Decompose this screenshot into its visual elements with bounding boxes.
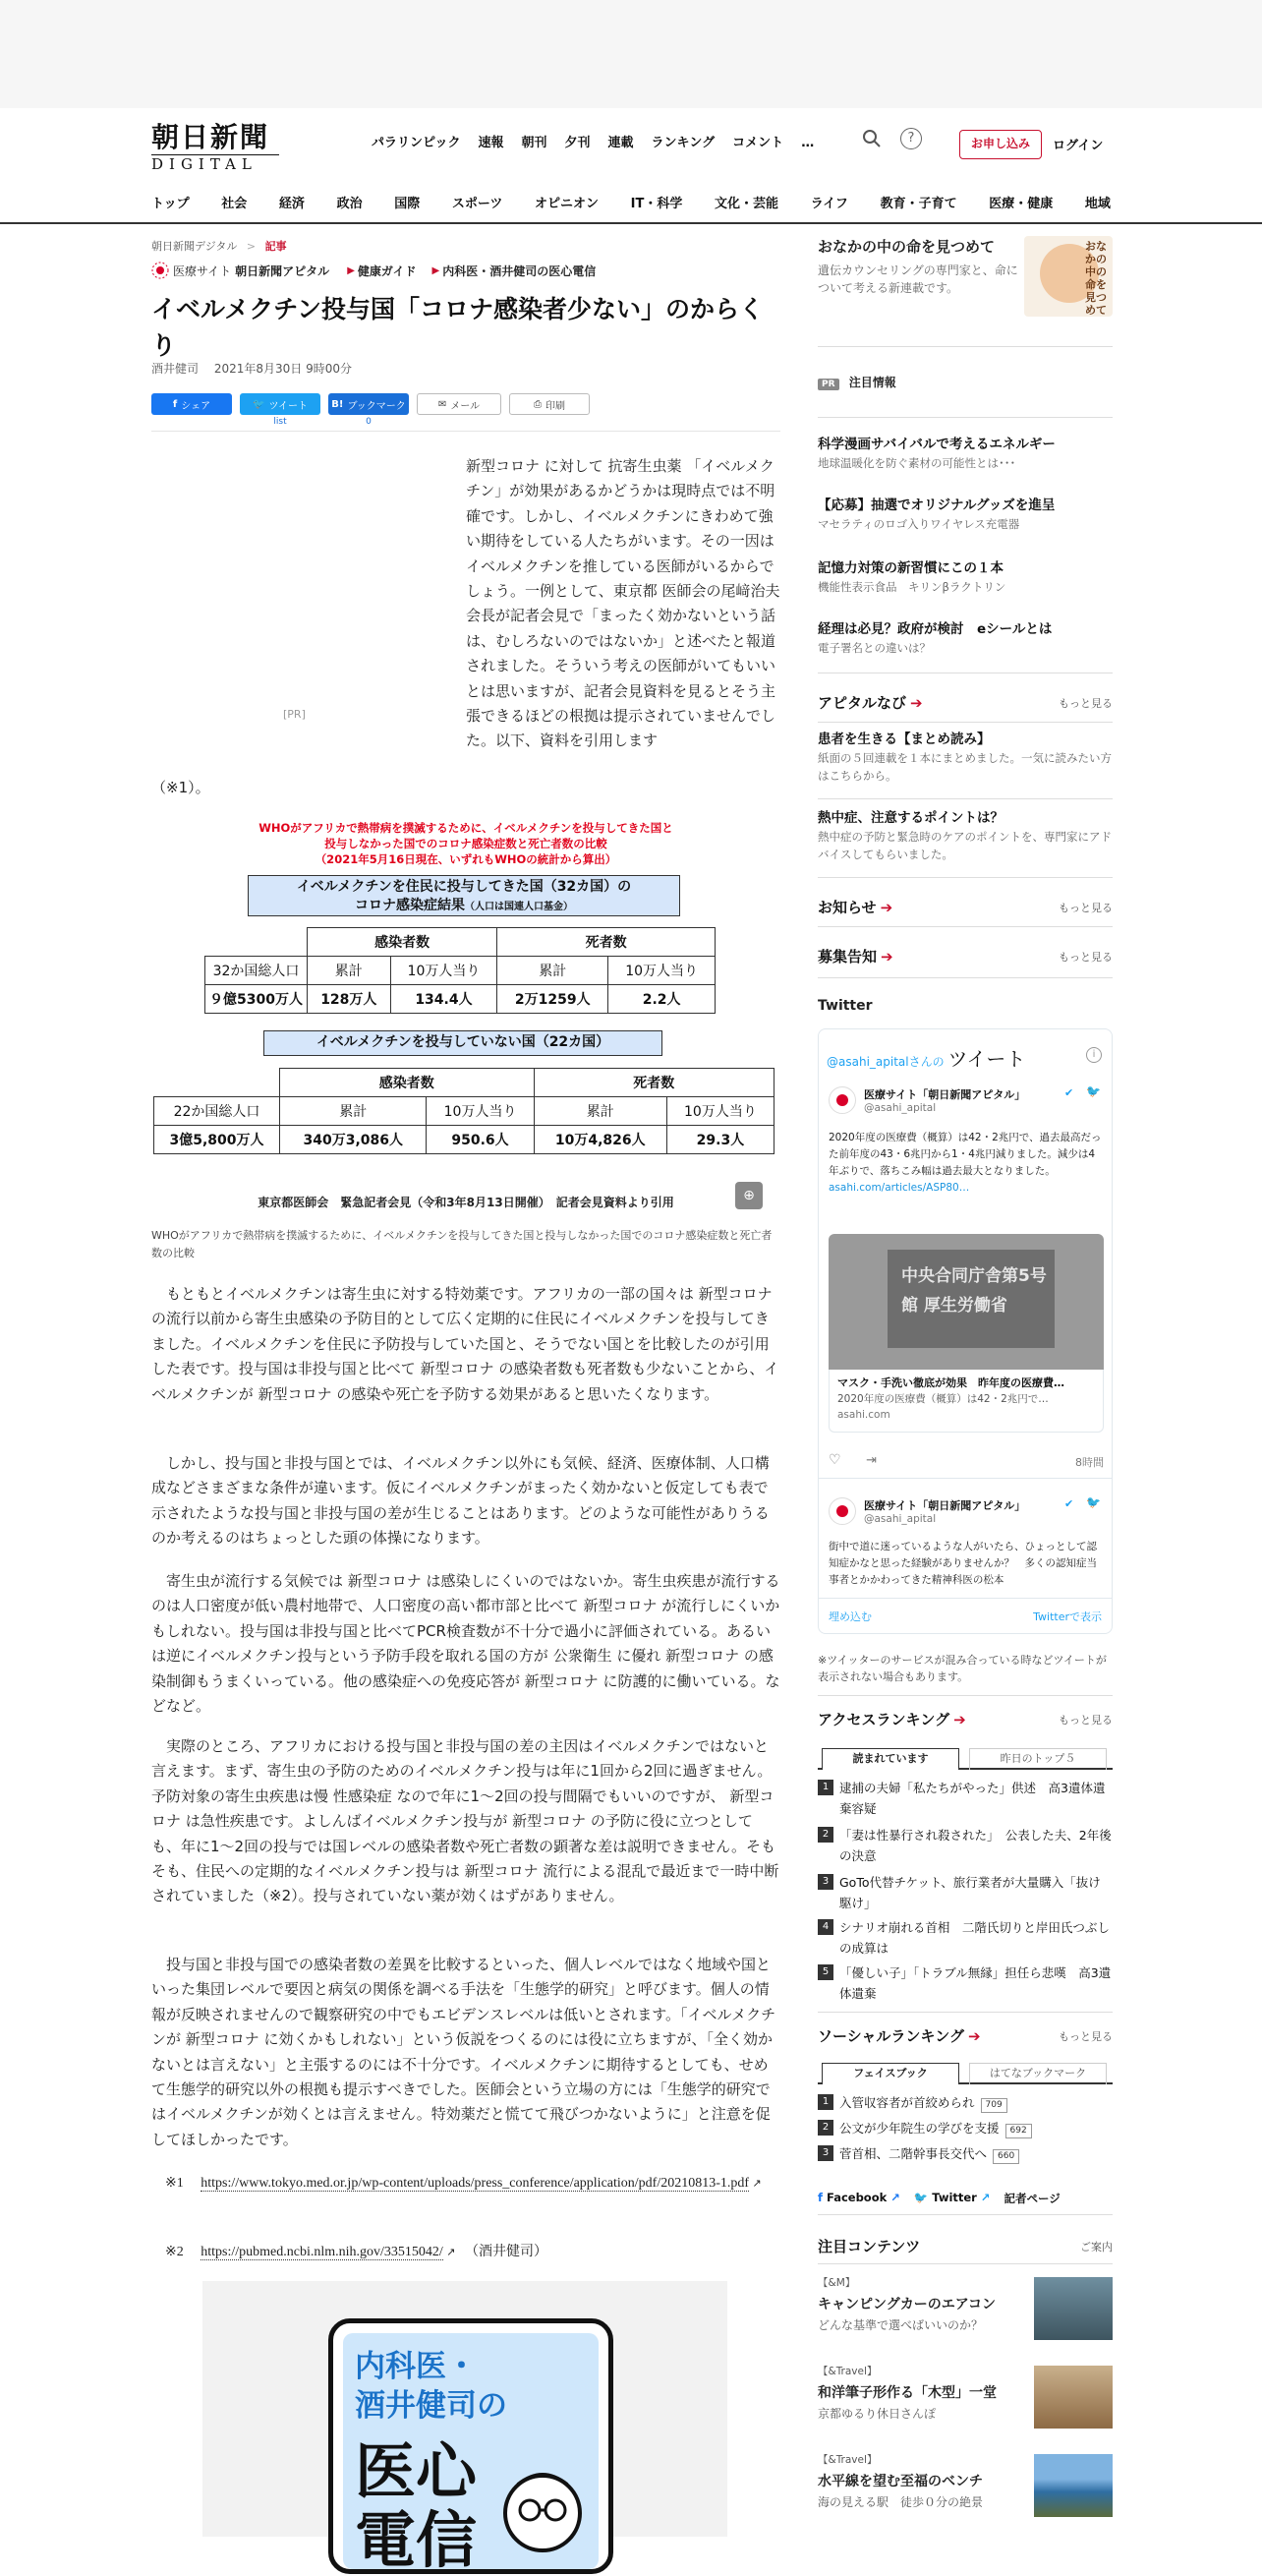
table-cell: 29.3人: [666, 1126, 774, 1154]
print-label: 印刷: [545, 400, 565, 412]
nav-paralympic[interactable]: パラリンピック: [372, 136, 461, 150]
table-cell: 10万人当り: [427, 1097, 534, 1126]
apital-brand[interactable]: 朝日新聞アピタル: [235, 263, 330, 278]
arrow-right-icon: ➔: [881, 948, 893, 966]
table-cell: 22か国総人口: [154, 1097, 280, 1126]
featured-title: 注目コンテンツ: [818, 2238, 921, 2255]
external-link-icon: ↗: [752, 2178, 762, 2190]
table-cell: 10万4,826人: [534, 1126, 666, 1154]
rank-number: 2: [818, 2120, 833, 2136]
divider: [818, 417, 1113, 418]
mail-button[interactable]: [417, 393, 501, 415]
tweet-author-handle[interactable]: @asahi_apital: [864, 1513, 937, 1525]
search-icon[interactable]: [861, 128, 883, 149]
apital-nav-header: [818, 692, 1113, 713]
doctor-illustration-icon: [498, 2469, 587, 2557]
facebook-share-button[interactable]: [151, 393, 232, 415]
breadcrumb-sep: >: [246, 240, 257, 253]
featured-tag: 【&Travel】: [818, 2366, 878, 2377]
divider: [818, 722, 1113, 723]
nav-rensai[interactable]: 連載: [607, 136, 634, 150]
table-cell: 128万人: [308, 985, 391, 1014]
article-paragraph-4: 寄生虫が流行する気候では 新型コロナ は感染しにくいのではないか。寄生虫疾患が流行するのは人口密度が低い農村地帯で、人口密度の高い都市部と比べて 新型コロナ が流行しにくいかもしれない。投与国は非投与国と比べてPCR検査数が不十分で過小に評価されている。あるいは逆にイベルメクチン投与という予防手段を取れる国の方が 公衆衛生 に優れ 新型コロナ の感染制御もうまくいっている。他の感染症への免疫応答が 新型コロナ に防護的に働いている。などなど。: [151, 1572, 780, 1716]
cat-life[interactable]: ライフ: [810, 197, 848, 211]
apital-item-title: 患者を生きる【まとめ読み】: [818, 732, 991, 747]
tweet-time[interactable]: 8時間: [1075, 1456, 1104, 1469]
banner-line-3: 医心: [355, 2435, 478, 2507]
featured-header: [818, 2236, 1113, 2256]
tw-widget-handle[interactable]: @asahi_apitalさんの: [827, 1055, 945, 1069]
pr-item-title: 【応募】抽選でオリジナルグッズを進呈: [818, 498, 1056, 513]
article-paragraph-1: 新型コロナ に対して 抗寄生虫薬 「イベルメクチン」が効果があるかどうかは現時点では不明確です。しかし、イベルメクチンにきわめて強い期待をしている人たちがいます。その一因はイベルメクチンを推している医師がいるからでしょう。一例として、東京都 医師会の尾﨑治夫会長が記者会見で「まったく効かないという話は、むしろないのではないか」と述べたと報道されました。そういう考えの医師がいてもいいとは思いますが、記者会見資料を見るとそう主張できるほどの根拠は提示されていませんでした。以下、資料を引用します: [466, 457, 780, 750]
tab-hatena[interactable]: はてなブックマーク: [969, 2063, 1107, 2084]
figure-source: 東京都医師会 緊急記者会見（令和3年8月13日開催） 記者会見資料より引用: [258, 1196, 674, 1209]
footnote-2-author: （酒井健司）: [465, 2245, 548, 2259]
banner-line-4: 電信: [355, 2504, 478, 2576]
tweet-author-handle[interactable]: @asahi_apital: [864, 1102, 937, 1114]
arrow-right-icon: ➔: [953, 1711, 966, 1728]
footnote-2: [165, 2240, 774, 2265]
notice-label: 注目情報: [848, 376, 896, 389]
article-paragraph-6: 投与国と非投与国での感染者数の差異を比較するといった、個人レベルではなく地域や国といった集団レベルで要因と病気の関係を調べる手法を「生態学的研究」と呼びます。個人の情報が反映されませんので観察研究の中でもエビデンスレベルは低いとされます。「イベルメクチンが 新型コロナ に効くかもしれない」という仮説をつくるのには役に立ちますが、「全く効かないとは言えない」と主張するのには不十分です。イベルメクチンに期待するとしても、せめて生態学的研究以外の根拠も提示すべきでした。医師会という立場の方には「生態学的研究ではイベルメクチンが効くとは言えません。特効薬だと慌てて飛びつかないように」と注意を促してほしかったです。: [151, 1956, 776, 2148]
pr-badge: PR: [818, 379, 839, 390]
tweet-author-name[interactable]: 医療サイト「朝日新聞アピタル」: [864, 1088, 1026, 1101]
nav-sokuho[interactable]: 速報: [478, 136, 504, 150]
twitter-timeline-widget[interactable]: [818, 1028, 1113, 1634]
ranking-item[interactable]: 4 シナリオ崩れる首相 二階氏切りと岸田氏つぶしの成算は: [818, 1917, 1113, 1959]
boshu-title[interactable]: 募集告知 ➔: [818, 948, 893, 966]
publish-date: 2021年8月30日 9時00分: [213, 362, 353, 376]
more-link[interactable]: もっと見る: [1059, 951, 1113, 964]
cat-opinion[interactable]: オピニオン: [535, 197, 600, 211]
tw-widget-head-word: ツイート: [947, 1047, 1026, 1071]
table-cell: ９億5300万人: [205, 985, 308, 1014]
card-title: マスク・手洗い徹底が効果 昨年度の医療費…: [837, 1376, 1064, 1389]
table1-caption-box: [248, 875, 680, 916]
social-links: [818, 2191, 1061, 2206]
more-link[interactable]: もっと見る: [1059, 1714, 1113, 1727]
social-ranking-tabs: [818, 2063, 1113, 2084]
tweet-body: 街中で道に迷っているような人がいたら、ひょっとして認知症かなと思った経験がありませんか？ 多くの認知症当事者とかかわってきた精神科医の松本: [829, 1541, 1097, 1586]
twitter-bird-icon: 🐦: [1086, 1495, 1101, 1509]
table-cell: 2万1259人: [497, 985, 608, 1014]
table-cell: 340万3,086人: [280, 1126, 427, 1154]
tweet-actions: [829, 1452, 1104, 1468]
info-icon[interactable]: i: [1086, 1047, 1102, 1063]
hatena-bookmark-button[interactable]: [328, 393, 409, 427]
footnote-2-mark: ※2: [165, 2245, 184, 2259]
twitter-share-button[interactable]: [240, 393, 320, 427]
article-paragraph-3: しかし、投与国と非投与国とでは、イベルメクチン以外にも気候、経済、医療体制、人口構成などさまざまな条件が違います。仮にイベルメクチンがまったく効かないと仮定しても表で示されたような投与国と非投与国の差が生じることはあります。どのような可能性がありうるのか考えるのはちょっとした頭の体操になります。: [151, 1454, 770, 1548]
divider: [818, 2012, 1113, 2013]
table-ivermectin-countries: [204, 927, 716, 1014]
divider: [818, 877, 1113, 878]
sign-text: 中央合同庁舎第5号館 厚生労働省: [901, 1266, 1047, 1316]
arrow-right-icon: ➔: [967, 2027, 981, 2045]
rank-number: 5: [818, 1964, 833, 1980]
avatar[interactable]: [829, 1497, 856, 1525]
cat-sports[interactable]: スポーツ: [451, 197, 503, 211]
nav-more[interactable]: …: [801, 136, 815, 150]
cat-politics[interactable]: 政治: [336, 197, 363, 211]
divider: [818, 2214, 1113, 2215]
building-sign: [888, 1250, 1055, 1348]
rank-number: 1: [818, 1780, 833, 1795]
table-corner: [205, 928, 308, 957]
print-button[interactable]: [509, 393, 590, 415]
table2-header-cases: 感染者数: [280, 1069, 535, 1097]
tab-facebook[interactable]: フェイスブック: [822, 2063, 959, 2084]
facebook-share-label: シェア: [181, 400, 211, 412]
featured-tag: 【&Travel】: [818, 2454, 878, 2466]
health-guide-link[interactable]: 健康ガイド: [357, 263, 417, 278]
tab-most-read[interactable]: 読まれています: [822, 1748, 959, 1770]
boshu-header: [818, 946, 1113, 966]
pr-item-sub: マセラティのロゴ入りワイヤレス充電器: [818, 517, 1020, 531]
sidebar-promo[interactable]: [818, 236, 1113, 326]
table-cell: 32か国総人口: [205, 957, 308, 985]
embed-link[interactable]: 埋め込む: [829, 1610, 872, 1623]
table-cell: 134.4人: [390, 985, 497, 1014]
divider: [818, 798, 1113, 799]
verified-icon: ✔: [1064, 1497, 1074, 1510]
footnote-2-link[interactable]: https://pubmed.ncbi.nlm.nih.gov/33515042/: [201, 2245, 443, 2259]
help-icon[interactable]: ?: [900, 128, 922, 149]
like-icon[interactable]: ♡: [829, 1452, 841, 1468]
hatena-icon: B!: [331, 398, 344, 410]
pr-item-title: 科学漫画サバイバルで考えるエネルギー: [818, 437, 1056, 452]
ranking-item[interactable]: 5 「優しい子」「トラブル無縁」担任ら悲嘆 高3遺体遺棄: [818, 1962, 1113, 2004]
table2-header-deaths: 死者数: [534, 1069, 774, 1097]
login-link[interactable]: ログイン: [1053, 139, 1104, 153]
category-nav: [151, 193, 1111, 211]
table-cell: 累計: [534, 1097, 666, 1126]
table2-caption-box: イベルメクチンを投与していない国（22カ国）: [263, 1030, 662, 1056]
table-non-ivermectin-countries: [153, 1068, 774, 1154]
table1-caption-line2: コロナ感染症結果: [355, 898, 465, 913]
more-link[interactable]: もっと見る: [1059, 2030, 1113, 2043]
apital-nav-title[interactable]: アピタルなび ➔: [818, 694, 923, 712]
more-link[interactable]: もっと見る: [1059, 902, 1113, 914]
featured-sub: 海の見える駅 徒歩０分の絶景: [818, 2495, 984, 2509]
tw-widget-footer: [819, 1598, 1112, 1633]
pr-ad-slot[interactable]: [151, 452, 446, 777]
cat-health[interactable]: 医療・健康: [989, 197, 1054, 211]
featured-headline: 水平線を望む至福のベンチ: [818, 2474, 983, 2489]
print-icon: ⎙: [534, 398, 542, 410]
featured-headline: キャンピングカーのエアコン: [818, 2297, 997, 2313]
header-divider: [0, 222, 1262, 224]
breadcrumb-home[interactable]: 朝日新聞デジタル: [151, 240, 238, 253]
tweet-photo[interactable]: [829, 1234, 1104, 1370]
pr-item-title: 経理は必見？政府が検討 eシールとは: [818, 621, 1053, 637]
ranking-item[interactable]: 2 「妻は性暴行され殺された」 公表した夫、2年後の決意: [818, 1825, 1113, 1866]
figure-heading-2: 投与しなかった国でのコロナ感染症数と死亡者数の比較: [324, 837, 607, 850]
share-divider: [151, 431, 780, 432]
primary-nav: [372, 134, 832, 153]
tab-yesterday-top5[interactable]: 昨日のトップ５: [969, 1748, 1107, 1770]
cat-education[interactable]: 教育・子育て: [880, 197, 957, 211]
table1-caption-note: （人口は国連人口基金）: [465, 902, 573, 912]
twitter-bird-icon: 🐦: [253, 398, 265, 410]
twitter-bird-icon: 🐦: [1086, 1084, 1101, 1098]
share-icon[interactable]: ⇥: [866, 1453, 877, 1468]
rank-number: 3: [818, 2145, 833, 2161]
rank-number: 4: [818, 1919, 833, 1935]
featured-item[interactable]: [818, 2275, 1113, 2348]
featured-item[interactable]: [818, 2452, 1113, 2525]
nav-yukan[interactable]: 夕刊: [564, 136, 591, 150]
tw-widget-header: [827, 1043, 1025, 1072]
table-cell: 2.2人: [608, 985, 716, 1014]
column-link[interactable]: 内科医・酒井健司の医心電信: [442, 263, 597, 278]
top-ad-band: [0, 0, 1262, 108]
article-title: イベルメクチン投与国「コロナ感染者少ない」のからくり: [151, 295, 765, 360]
featured-thumbnail: [1034, 2366, 1113, 2429]
featured-thumbnail: [1034, 2277, 1113, 2340]
ranking-item[interactable]: 1 逮捕の夫婦「私たちがやった」供述 高3遺体遺棄容疑: [818, 1778, 1113, 1819]
mail-label: メール: [450, 400, 481, 412]
table1-caption-line1: イベルメクチンを住民に投与してきた国（32カ国）の: [296, 879, 632, 895]
figure-heading-1: WHOがアフリカで熱帯病を撲滅するために、イベルメクチンを投与してきた国と: [258, 821, 673, 835]
footnote-1-link[interactable]: https://www.tokyo.med.or.jp/wp-content/uploads/press_conference/application/pdf/20210813-1.pdf: [201, 2176, 750, 2191]
nav-ranking[interactable]: ランキング: [651, 136, 716, 150]
tweet-link[interactable]: asahi.com/articles/ASP80…: [829, 1182, 970, 1194]
subscribe-button[interactable]: お申し込み: [959, 130, 1042, 159]
banner-subtitle: [355, 2437, 477, 2575]
table-cell: 950.6人: [427, 1126, 534, 1154]
pr-item-sub: 電子署名との違いは？: [818, 641, 931, 655]
apital-item[interactable]: [818, 730, 1113, 785]
rank-number: 1: [818, 2094, 833, 2110]
table-cell: 10万人当り: [608, 957, 716, 985]
article-figure[interactable]: [151, 814, 780, 1219]
twitter-section-title: Twitter: [818, 998, 873, 1014]
cat-society[interactable]: 社会: [221, 197, 248, 211]
breadcrumb: [151, 238, 287, 254]
banner-line-1: 内科医・: [355, 2349, 477, 2384]
more-link[interactable]: もっと見る: [1059, 697, 1113, 710]
bookmark-label: ブックマーク: [347, 400, 406, 412]
tweet-author-name[interactable]: 医療サイト「朝日新聞アピタル」: [864, 1499, 1026, 1512]
tweet-count[interactable]: list: [273, 417, 287, 427]
access-ranking-title[interactable]: アクセスランキング ➔: [818, 1711, 966, 1728]
apital-site: 医療サイト: [173, 263, 232, 278]
divider: [818, 2263, 1113, 2264]
divider: [818, 926, 1113, 927]
pr-item-title: 記憶力対策の新習慣にこの１本: [818, 560, 1004, 576]
guide-link[interactable]: ご案内: [1080, 2241, 1113, 2254]
nav-chokan[interactable]: 朝刊: [521, 136, 547, 150]
apital-item-sub: 紙面の５回連載を１本にまとめました。一気に読みたい方はこちらから。: [818, 751, 1112, 783]
apital-bar: [151, 262, 611, 279]
footnote-1-mark: ※1: [165, 2176, 184, 2191]
ranking-item[interactable]: 3 GoTo代替チケット、旅行業者が大量購入「抜け駆け」: [818, 1872, 1113, 1913]
apital-item[interactable]: [818, 808, 1113, 863]
featured-sub: 京都ゆるり休日さんぽ: [818, 2407, 937, 2421]
social-ranking-header: [818, 2025, 1113, 2046]
promo-title: おなかの中の命を見つめて: [818, 238, 996, 256]
apital-item-sub: 熱中症の予防と緊急時のケアのポイントを、専門家にアドバイスしてもらいました。: [818, 830, 1112, 861]
pr-item[interactable]: [818, 435, 1113, 472]
header-icons: [798, 128, 922, 149]
card-domain: asahi.com: [837, 1409, 890, 1421]
access-ranking-header: [818, 1709, 1113, 1729]
promo-thumbnail: [1024, 236, 1113, 317]
promo-thumb-text: おなかの中の命を見つめて: [1085, 240, 1107, 317]
tweet-text: 2020年度の医療費（概算）は42・2兆円で、過去最高だった前年度の43・6兆円から1・4兆円減りました。減少は4年ぶりで、落ちこみ幅は過去最大となりました。: [829, 1132, 1102, 1177]
banner-line-2: 酒井健司の: [355, 2388, 507, 2424]
avatar[interactable]: [829, 1086, 856, 1114]
reporter-page-link[interactable]: 記者ページ: [1004, 2192, 1061, 2205]
table-cell: 累計: [280, 1097, 427, 1126]
featured-headline: 和洋筆子形作る「木型」一堂: [818, 2385, 997, 2401]
cat-top[interactable]: トップ: [151, 197, 190, 211]
bookmark-count[interactable]: 0: [366, 417, 372, 427]
table-corner: [154, 1069, 280, 1097]
featured-item[interactable]: [818, 2364, 1113, 2436]
article-paragraph-1-tail: （※1）。: [151, 779, 210, 796]
triangle-icon: ▶: [347, 264, 355, 276]
breadcrumb-current: 記事: [264, 240, 287, 253]
share-bar: [151, 393, 598, 427]
logo-main: 朝日新聞: [151, 121, 270, 153]
twitter-link[interactable]: 🐦 Twitter ↗: [913, 2191, 991, 2204]
cat-it-science[interactable]: IT・科学: [630, 197, 683, 211]
apital-item-title: 熱中症、注意するポイントは？: [818, 810, 1004, 826]
card-desc: 2020年度の医療費（概算）は42・2兆円で…: [837, 1393, 1049, 1405]
table-cell: 10万人当り: [666, 1097, 774, 1126]
tweet-body: [829, 1130, 1104, 1197]
table1-header-deaths: 死者数: [497, 928, 716, 957]
view-on-twitter-link[interactable]: Twitterで表示: [1033, 1610, 1102, 1623]
share-count: 692: [1005, 2124, 1032, 2138]
external-link-icon: ↗: [446, 2247, 456, 2258]
twitter-note: ※ツイッターのサービスが混み合っている時などツイートが表示されない場合もあります。: [818, 1654, 1107, 1683]
byline: [151, 360, 352, 377]
column-banner[interactable]: [202, 2281, 727, 2576]
table-cell: 10万人当り: [390, 957, 497, 985]
nav-comment[interactable]: コメント: [732, 136, 784, 150]
table-cell: 累計: [497, 957, 608, 985]
zoom-icon[interactable]: ⊕: [735, 1182, 763, 1209]
access-ranking-tabs: [818, 1748, 1113, 1770]
divider: [818, 1695, 1113, 1696]
divider: [818, 977, 1113, 978]
footnote-1: [165, 2171, 774, 2196]
social-ranking-item[interactable]: 2 公文が少年院生の学びを支援 692: [818, 2118, 1113, 2138]
rank-number: 3: [818, 1874, 833, 1890]
triangle-icon: ▶: [431, 264, 440, 276]
pr-item[interactable]: [818, 558, 1113, 596]
table1-header-cases: 感染者数: [308, 928, 497, 957]
pr-label: [PR]: [283, 708, 306, 721]
divider: [818, 346, 1113, 347]
tweet-label: ツイート: [268, 400, 308, 412]
banner-title: [355, 2347, 507, 2426]
social-ranking-item[interactable]: 3 菅首相、二階幹事長交代へ 660: [818, 2143, 1113, 2164]
figure-caption: WHOがアフリカで熱帯病を撲滅するために、イベルメクチンを投与してきた国と投与しなかった国でのコロナ感染症数と死亡者数の比較: [151, 1229, 773, 1259]
table-cell: 3億5,800万人: [154, 1126, 280, 1154]
table-cell: 累計: [308, 957, 391, 985]
tweet-card[interactable]: [829, 1370, 1104, 1433]
facebook-icon: f: [172, 398, 178, 410]
cat-culture[interactable]: 文化・芸能: [715, 197, 779, 211]
banner-card: [328, 2318, 613, 2574]
rank-number: 2: [818, 1827, 833, 1843]
pr-item-sub: 機能性表示食品 キリンβラクトリン: [818, 580, 1006, 594]
figure-heading-3: （2021年5月16日現在、いずれもWHOの統計から算出）: [315, 852, 617, 866]
pr-notice-header: [818, 374, 896, 390]
author[interactable]: 酒井健司: [151, 362, 200, 376]
mail-icon: ✉: [437, 398, 447, 410]
share-count: 709: [981, 2098, 1007, 2113]
apital-logo-icon: [151, 262, 169, 279]
verified-icon: ✔: [1064, 1086, 1074, 1099]
logo-sub: DIGITAL: [151, 154, 279, 172]
featured-sub: どんな基準で選べばいいのか？: [818, 2318, 984, 2332]
featured-tag: 【&M】: [818, 2277, 856, 2289]
share-count: 660: [993, 2149, 1019, 2164]
article-paragraph-5: 実際のところ、アフリカにおける投与国と非投与国の差の主因はイベルメクチンではないと言えます。まず、寄生虫の予防のためのイベルメクチン投与は年に1回から2回に過ぎません。予防対象の寄生虫疾患は慢 性感染症 なので年に1〜2回の投与間隔でもいいのですが、 新型コロナ は急性疾患です。よしんばイベルメクチン投与が 新型コロナ の予防に役に立つとしても、年に1〜2回の投与では国レベルの感染者数や死亡者数の顕著な差は説明できません。そもそも、住民への定期的なイベルメクチン投与は 新型コロナ 流行による混乱で最近まで一時中断されていました（※2）。投与されていない薬が効くはずがありません。: [151, 1737, 779, 1905]
arrow-right-icon: ➔: [910, 694, 923, 712]
arrow-right-icon: ➔: [880, 899, 893, 916]
facebook-link[interactable]: f Facebook ↗: [818, 2191, 900, 2204]
cat-region[interactable]: 地域: [1084, 197, 1111, 211]
cat-economy[interactable]: 経済: [278, 197, 305, 211]
featured-thumbnail: [1034, 2454, 1113, 2517]
site-logo[interactable]: [151, 122, 279, 172]
oshirase-header: [818, 897, 1113, 917]
pr-item-sub: 地球温暖化を防ぐ素材の可能性とは･･･: [818, 456, 1016, 470]
pr-item[interactable]: [818, 496, 1113, 533]
divider: [819, 1478, 1112, 1479]
social-ranking-title[interactable]: ソーシャルランキング ➔: [818, 2027, 981, 2045]
cat-international[interactable]: 国際: [394, 197, 421, 211]
pr-item[interactable]: [818, 619, 1113, 657]
article-paragraph-2: もともとイベルメクチンは寄生虫に対する特効薬です。アフリカの一部の国々は 新型コロナ の流行以前から寄生虫感染の予防目的として広く定期的に住民にイベルメクチンを投与してきました。イベルメクチンを住民に予防投与していた国と、そうでない国とを比較したのが引用した表です。投与国は非投与国と比べて 新型コロナ の感染者数も死者数も少ないことから、イベルメクチンが 新型コロナ の感染や死亡を予防する効果があると思いたくなります。: [151, 1285, 779, 1403]
promo-sub: 遺伝カウンセリングの専門家と、命について考える新連載です。: [818, 263, 1018, 295]
oshirase-title[interactable]: お知らせ ➔: [818, 899, 893, 916]
social-ranking-item[interactable]: 1 入管収容者が首絞められ 709: [818, 2092, 1113, 2113]
